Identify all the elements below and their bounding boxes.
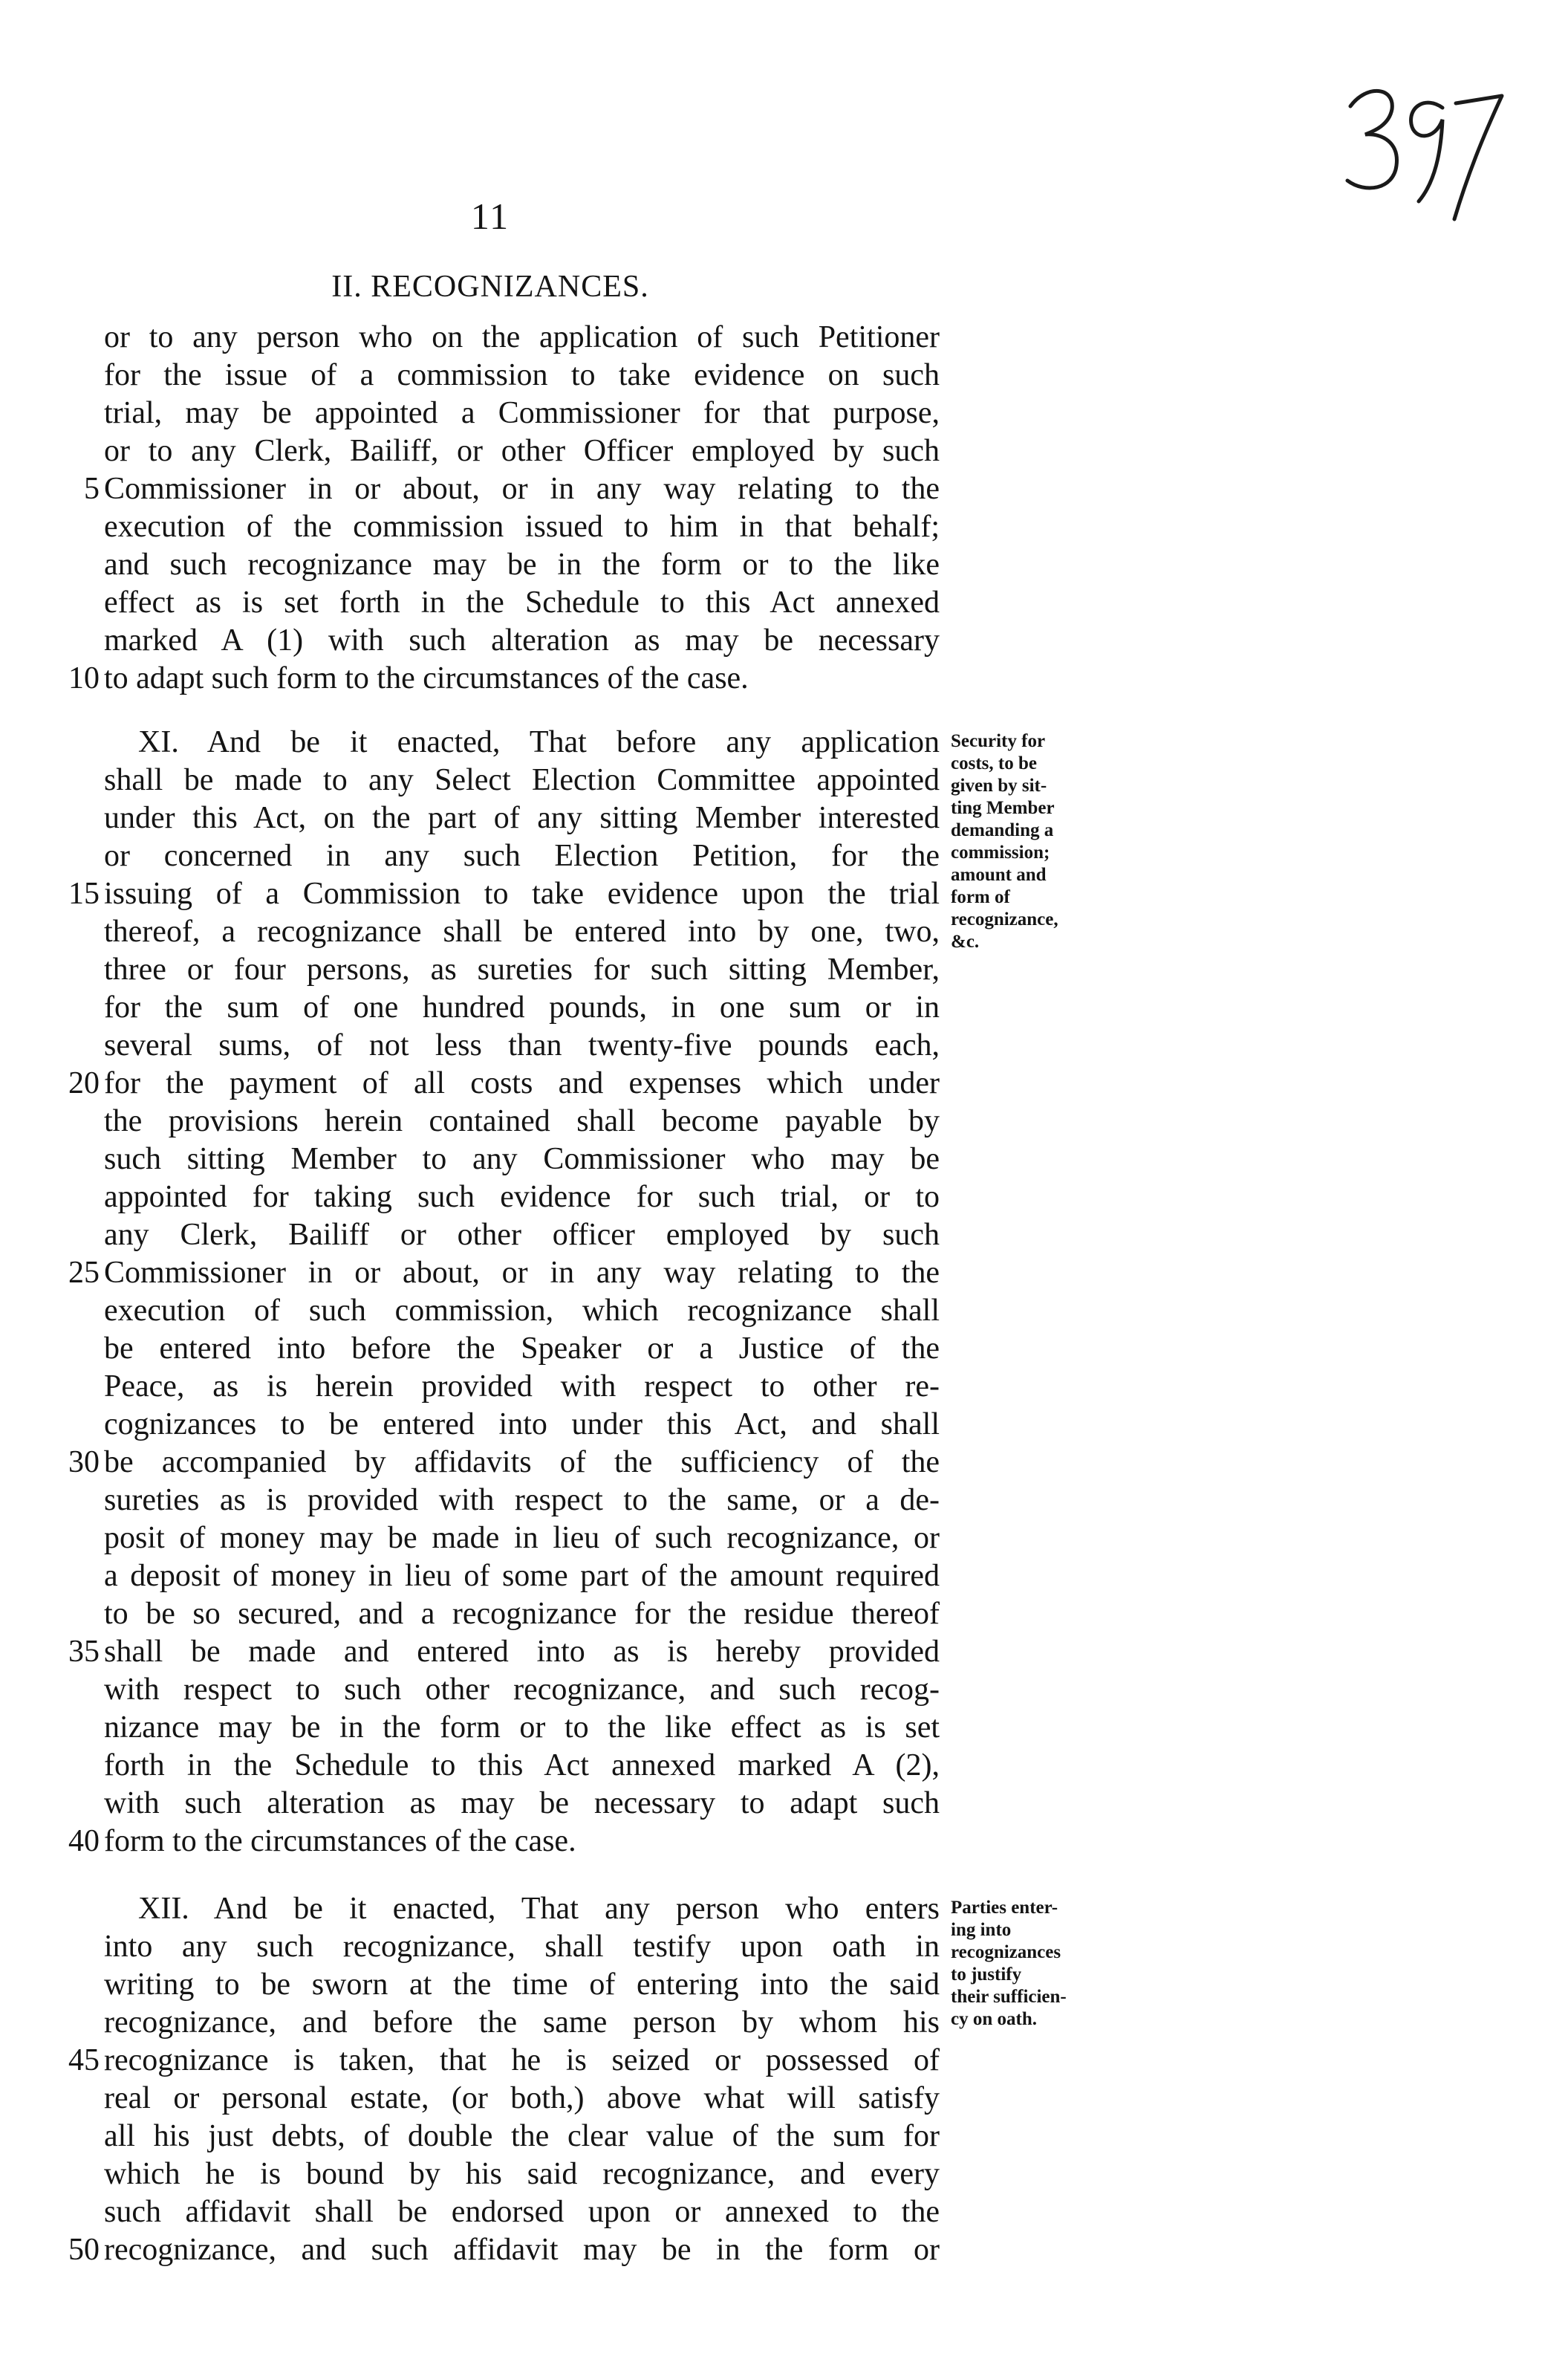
margin-note-line: given by sit- — [951, 776, 1047, 796]
line-number: 40 — [68, 1824, 100, 1858]
text-line — [0, 357, 1568, 393]
line-text: trial, may be appointed a Commissioner for that purpose, — [104, 396, 940, 430]
line-text: to adapt such form to the circumstances of the case. — [104, 661, 749, 695]
line-text: under this Act, on the part of any sitting Member interested — [104, 801, 940, 835]
margin-note-line: recognizance, — [951, 909, 1058, 929]
text-line — [0, 2156, 1568, 2192]
text-line — [0, 1520, 1568, 1556]
line-text: with such alteration as may be necessary to adapt such — [104, 1786, 940, 1820]
line-text: the provisions herein contained shall become payable by — [104, 1104, 940, 1138]
line-text: nizance may be in the form or to the like effect as is set — [104, 1710, 940, 1745]
text-line — [0, 395, 1568, 431]
text-line — [0, 1891, 1568, 1927]
line-text: be entered into before the Speaker or a Justice of the — [104, 1331, 940, 1366]
text-line — [0, 1065, 1568, 1101]
line-text: or to any Clerk, Bailiff, or other Officer employed by such — [104, 434, 940, 468]
line-text: cognizances to be entered into under this Act, and shall — [104, 1407, 940, 1441]
text-line — [0, 1482, 1568, 1518]
line-text: a deposit of money in lieu of some part of the amount required — [104, 1559, 940, 1593]
line-text: Commissioner in or about, or in any way relating to the — [104, 472, 940, 506]
text-line — [0, 1407, 1568, 1442]
line-text: with respect to such other recognizance, and such recog- — [104, 1672, 940, 1707]
margin-note-line: demanding a — [951, 820, 1054, 840]
text-line — [0, 2118, 1568, 2154]
text-line — [0, 1141, 1568, 1177]
line-text: thereof, a recognizance shall be entered into by one, two, — [104, 915, 940, 949]
line-text: Peace, as is herein provided with respect to other re- — [104, 1369, 940, 1404]
line-text: shall be made to any Select Election Committee appointed — [104, 763, 940, 797]
text-line — [0, 1444, 1568, 1480]
line-text: be accompanied by affidavits of the sufficiency of the — [104, 1445, 940, 1479]
text-line — [0, 1331, 1568, 1366]
text-line — [0, 1785, 1568, 1821]
text-line — [0, 2080, 1568, 2116]
line-text: recognizance, and before the same person by whom his — [104, 2005, 940, 2040]
line-number: 5 — [84, 472, 100, 506]
text-line — [0, 914, 1568, 950]
text-line — [0, 1596, 1568, 1632]
text-line — [0, 876, 1568, 912]
line-text: effect as is set forth in the Schedule to this Act annexed — [104, 585, 940, 620]
text-line — [0, 1103, 1568, 1139]
text-line — [0, 509, 1568, 545]
line-text: or to any person who on the application of such Petitioner — [104, 320, 940, 354]
margin-note-line: ting Member — [951, 798, 1055, 818]
line-text: such sitting Member to any Commissioner who may be — [104, 1142, 940, 1176]
text-line — [0, 1634, 1568, 1670]
text-line — [0, 1255, 1568, 1291]
text-line — [0, 1293, 1568, 1328]
line-text: execution of such commission, which recognizance shall — [104, 1294, 940, 1328]
text-line — [0, 623, 1568, 658]
text-line — [0, 433, 1568, 469]
margin-note-line: to justify — [951, 1964, 1022, 1985]
line-text: or concerned in any such Election Petition, for the — [104, 839, 940, 873]
margin-note-line: ing into — [951, 1920, 1012, 1940]
text-line — [0, 2043, 1568, 2078]
line-number: 30 — [68, 1445, 100, 1479]
margin-note-line: Parties enter- — [951, 1898, 1058, 1918]
text-line — [0, 952, 1568, 987]
page-number: 11 — [470, 195, 510, 237]
handwritten-folio-number — [1337, 71, 1508, 234]
text-line — [0, 2194, 1568, 2230]
text-line — [0, 471, 1568, 507]
line-text: into any such recognizance, shall testify upon oath in — [104, 1930, 940, 1964]
text-line — [0, 1217, 1568, 1253]
line-text: to be so secured, and a recognizance for the residue thereof — [104, 1597, 940, 1631]
line-text: such affidavit shall be endorsed upon or annexed to the — [104, 2195, 940, 2229]
line-text: for the sum of one hundred pounds, in one sum or in — [104, 990, 940, 1025]
section-heading-line: XI. And be it enacted, That before any application — [138, 725, 940, 759]
margin-note-line: their sufficien- — [951, 1987, 1067, 2007]
margin-note-line: recognizances — [951, 1942, 1061, 1962]
line-text: recognizance, and such affidavit may be in the form or — [104, 2233, 940, 2267]
line-number: 20 — [68, 1066, 100, 1100]
text-line — [0, 547, 1568, 583]
line-text: shall be made and entered into as is hereby provided — [104, 1635, 940, 1669]
line-number: 15 — [68, 877, 100, 911]
text-line — [0, 838, 1568, 874]
text-line — [0, 1672, 1568, 1707]
line-number: 10 — [68, 661, 100, 695]
text-line — [0, 990, 1568, 1025]
text-line — [0, 585, 1568, 620]
margin-note-line: commission; — [951, 843, 1050, 863]
text-line — [0, 1929, 1568, 1964]
text-line — [0, 1823, 1568, 1859]
margin-note-line: cy on oath. — [951, 2009, 1037, 2029]
line-text: appointed for taking such evidence for such trial, or to — [104, 1180, 940, 1214]
line-number: 45 — [68, 2043, 100, 2077]
margin-note-line: costs, to be — [951, 753, 1037, 773]
text-line — [0, 2005, 1568, 2040]
line-text: for the payment of all costs and expenses which under — [104, 1066, 940, 1100]
line-text: three or four persons, as sureties for such sitting Member, — [104, 953, 940, 987]
line-text: several sums, of not less than twenty-five pounds each, — [104, 1028, 940, 1062]
line-text: for the issue of a commission to take evidence on such — [104, 358, 940, 392]
text-line — [0, 724, 1568, 760]
line-text: execution of the commission issued to him in that behalf; — [104, 510, 940, 544]
text-line — [0, 1369, 1568, 1404]
line-text: which he is bound by his said recognizance, and every — [104, 2157, 940, 2191]
text-line — [0, 319, 1568, 355]
line-text: all his just debts, of double the clear value of the sum for — [104, 2119, 940, 2153]
margin-note-line: Security for — [951, 731, 1046, 751]
line-text: sureties as is provided with respect to the same, or a de- — [104, 1483, 940, 1517]
text-line — [0, 800, 1568, 836]
running-head: II. RECOGNIZANCES. — [331, 270, 649, 304]
text-line — [0, 1558, 1568, 1594]
line-text: recognizance is taken, that he is seized or possessed of — [104, 2043, 940, 2077]
line-number: 25 — [68, 1256, 100, 1290]
text-line — [0, 1967, 1568, 2002]
line-text: and such recognizance may be in the form or to the like — [104, 548, 940, 582]
line-text: posit of money may be made in lieu of such recognizance, or — [104, 1521, 940, 1555]
line-text: writing to be sworn at the time of entering into the said — [104, 1967, 940, 2002]
text-line — [0, 1179, 1568, 1215]
margin-note-line: &c. — [951, 932, 980, 952]
text-line — [0, 1710, 1568, 1745]
text-line — [0, 1028, 1568, 1063]
line-number: 35 — [68, 1635, 100, 1669]
line-number: 50 — [68, 2233, 100, 2267]
line-text: real or personal estate, (or both,) above what will satisfy — [104, 2081, 940, 2115]
line-text: Commissioner in or about, or in any way relating to the — [104, 1256, 940, 1290]
text-line — [0, 762, 1568, 798]
text-line — [0, 661, 1568, 696]
line-text: forth in the Schedule to this Act annexed marked A (2), — [104, 1748, 940, 1782]
margin-note-line: form of — [951, 887, 1010, 907]
margin-note-line: amount and — [951, 865, 1047, 885]
line-text: issuing of a Commission to take evidence upon the trial — [104, 877, 940, 911]
line-text: marked A (1) with such alteration as may be necessary — [104, 623, 940, 658]
line-text: form to the circumstances of the case. — [104, 1824, 576, 1858]
section-heading-line: XII. And be it enacted, That any person who enters — [138, 1892, 940, 1926]
text-line — [0, 2232, 1568, 2268]
text-line — [0, 1748, 1568, 1783]
line-text: any Clerk, Bailiff or other officer employed by such — [104, 1218, 940, 1252]
